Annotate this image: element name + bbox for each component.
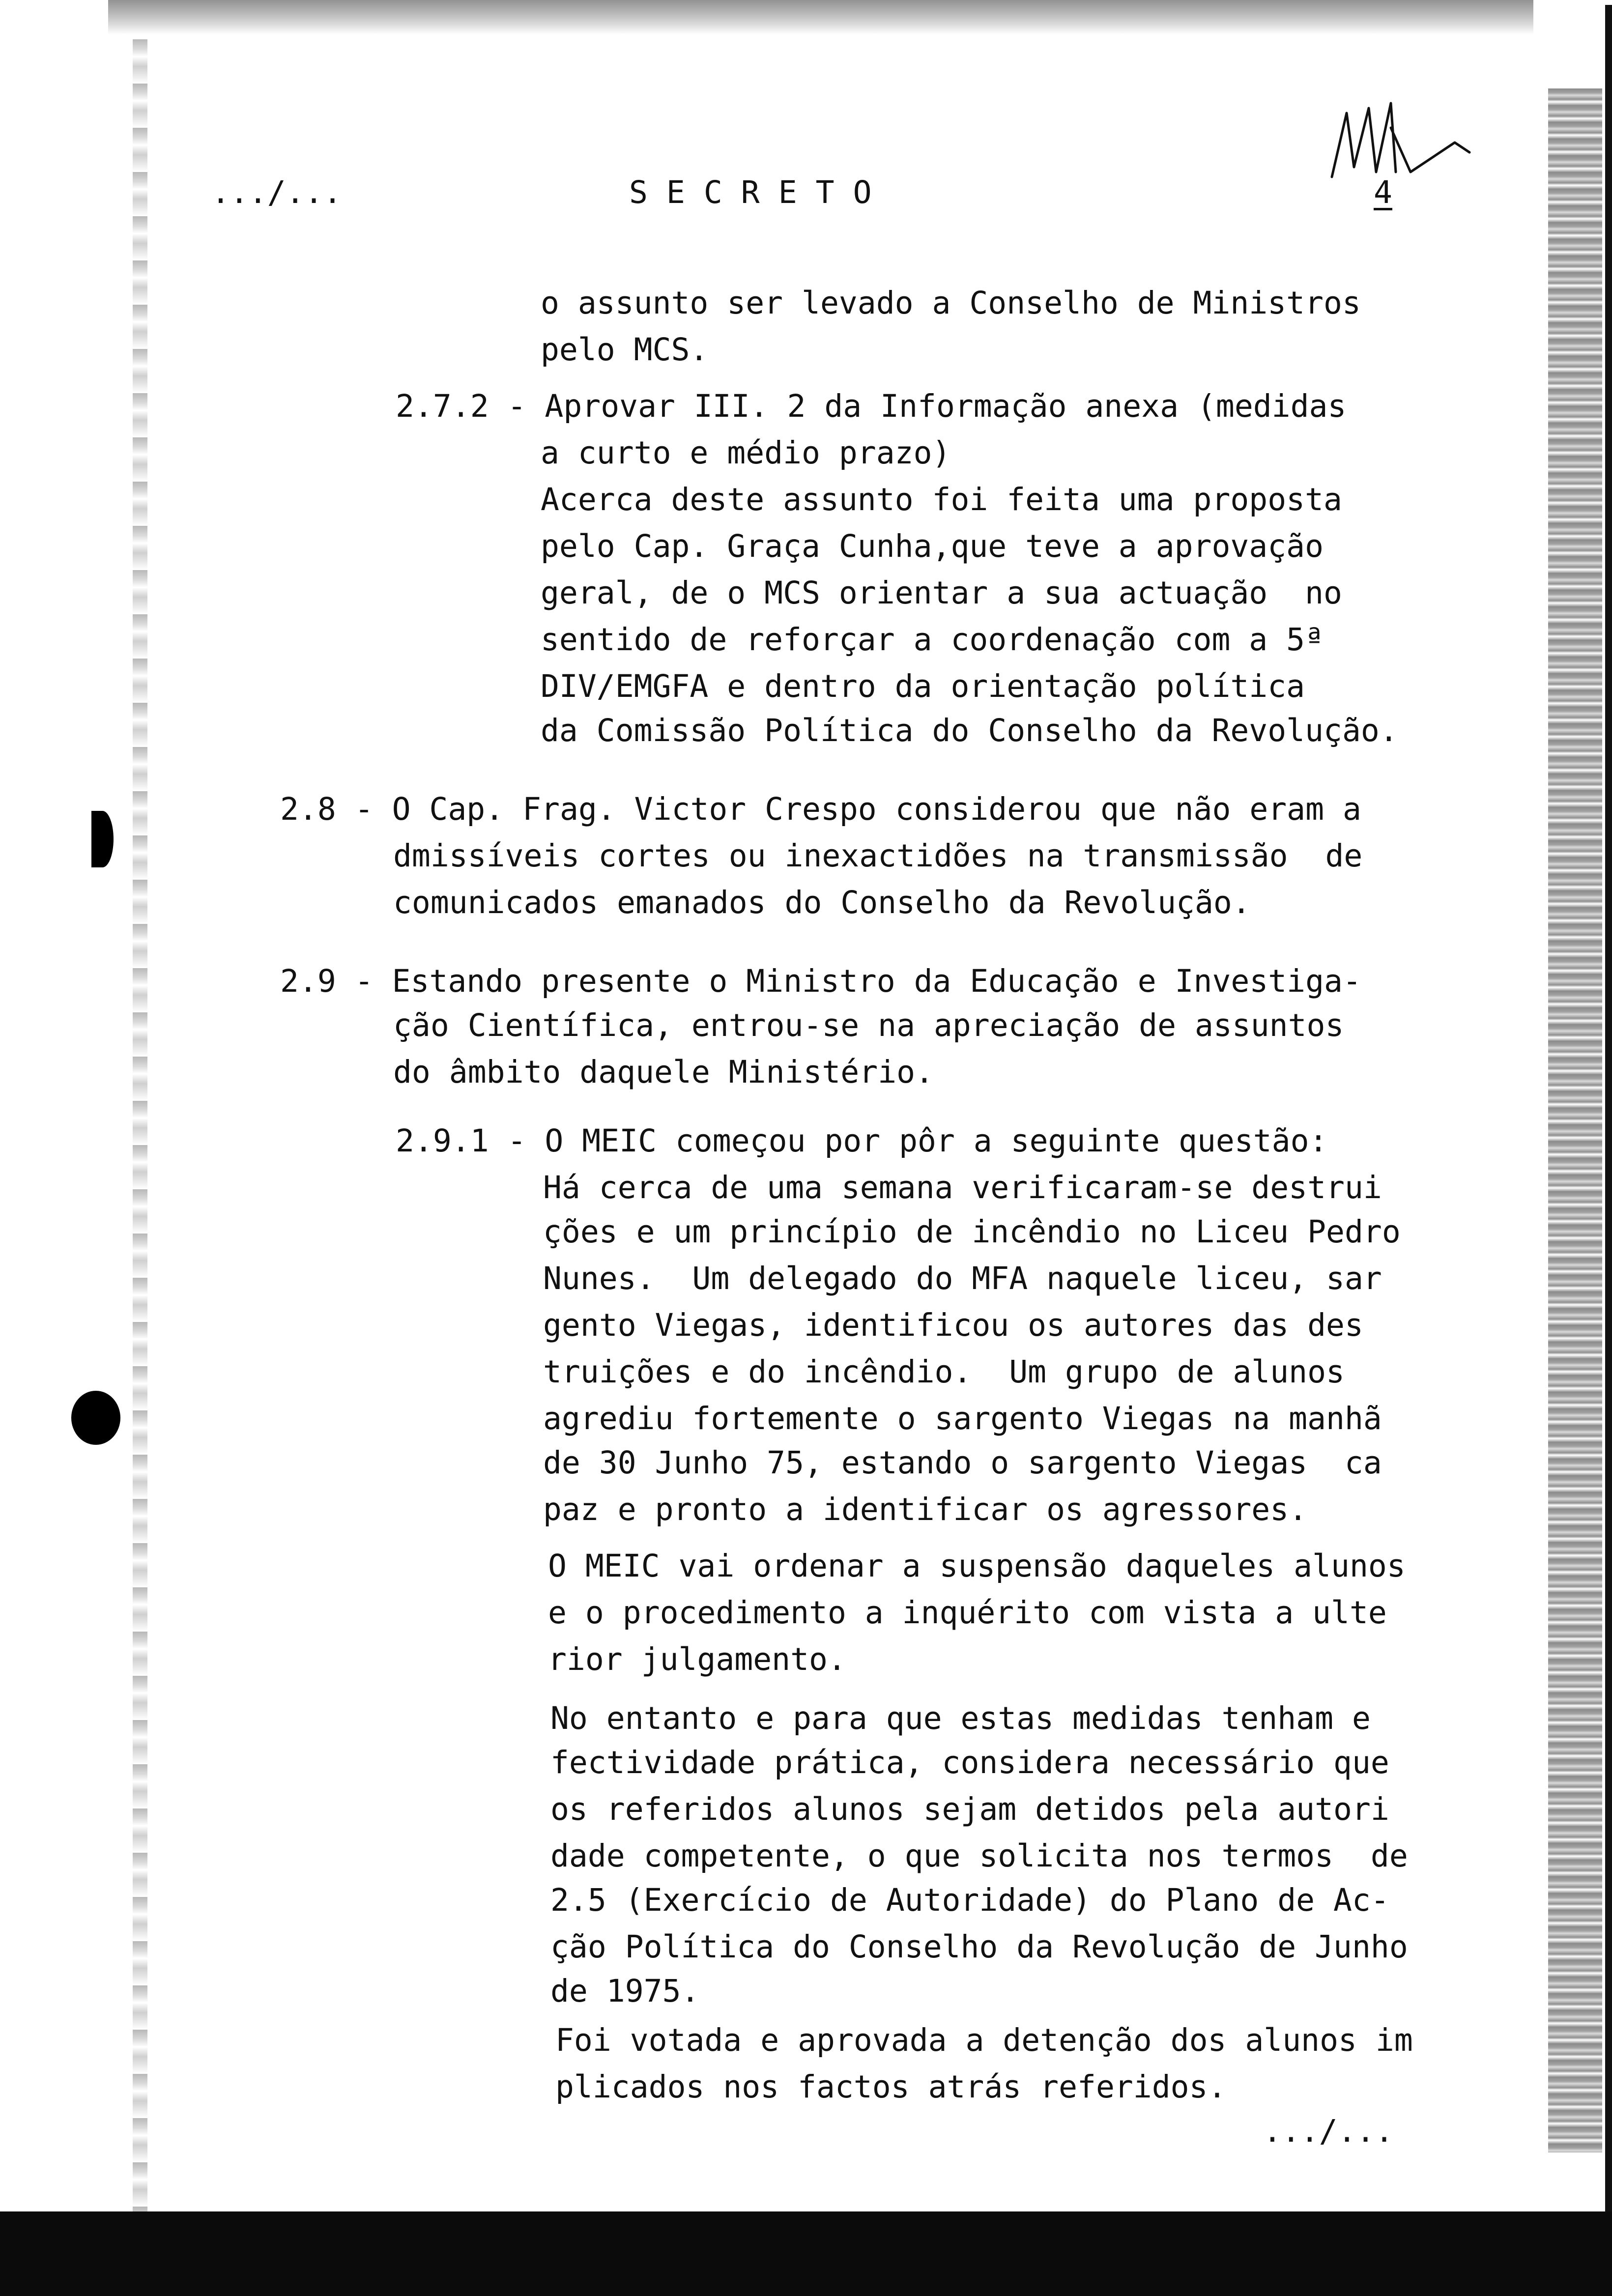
text-line: dade competente, o que solicita nos termos de [550, 1838, 1408, 1874]
scan-right-border [1605, 5, 1612, 2295]
text-line: truições e do incêndio. Um grupo de alunos [543, 1354, 1345, 1390]
text-line: Foi votada e aprovada a detenção dos alunos im [555, 2022, 1413, 2058]
text-line: 2.8 - O Cap. Frag. Victor Crespo considerou que não eram a [280, 791, 1361, 827]
text-line: ção Científica, entrou-se na apreciação de assuntos [393, 1007, 1344, 1043]
continuation-marker-bottom: .../... [1263, 2113, 1394, 2149]
scan-bottom-border [0, 2211, 1612, 2296]
continuation-marker-top: .../... [211, 174, 342, 210]
text-line: de 1975. [550, 1973, 700, 2009]
text-line: geral, de o MCS orientar a sua actuação no [541, 575, 1342, 611]
text-line: a curto e médio prazo) [541, 435, 951, 471]
text-line: dmissíveis cortes ou inexactidões na transmissão de [393, 838, 1363, 874]
text-line: fectividade prática, considera necessário que [550, 1745, 1389, 1780]
text-line: 2.7.2 - Aprovar III. 2 da Informação anexa (medidas [396, 388, 1347, 424]
page-number: 4 [1374, 174, 1392, 210]
text-line: 2.9.1 - O MEIC começou por pôr a seguinte questão: [396, 1123, 1328, 1159]
text-line: ções e um princípio de incêndio no Liceu Pedro [543, 1214, 1401, 1250]
text-line: No entanto e para que estas medidas tenham e [550, 1700, 1371, 1736]
text-line: ção Política do Conselho da Revolução de Junho [550, 1929, 1408, 1965]
text-line: rior julgamento. [548, 1641, 846, 1677]
text-line: 2.9 - Estando presente o Ministro da Educação e Investiga- [280, 963, 1361, 999]
text-line: agrediu fortemente o sargento Viegas na manhã [543, 1401, 1382, 1436]
text-line: Acerca deste assunto foi feita uma proposta [541, 482, 1342, 517]
text-line: gento Viegas, identificou os autores das des [543, 1307, 1363, 1343]
text-line: pelo Cap. Graça Cunha,que teve a aprovação [541, 528, 1324, 564]
punch-hole [71, 1391, 120, 1445]
text-line: pelo MCS. [541, 332, 709, 368]
text-line: comunicados emanados do Conselho da Revolução. [393, 885, 1251, 920]
scan-top-shadow [108, 0, 1533, 34]
classification-heading: SECRETO [629, 174, 891, 210]
text-line: sentido de reforçar a coordenação com a 5ª [541, 622, 1324, 658]
text-line: Há cerca de uma semana verificaram-se destrui [543, 1170, 1382, 1205]
text-line: paz e pronto a identificar os agressores. [543, 1492, 1308, 1527]
text-line: os referidos alunos sejam detidos pela autori [550, 1791, 1389, 1827]
text-line: Nunes. Um delegado do MFA naquele liceu, sar [543, 1261, 1382, 1296]
text-line: DIV/EMGFA e dentro da orientação política [541, 668, 1305, 704]
punch-hole-partial [91, 811, 114, 867]
text-line: do âmbito daquele Ministério. [393, 1054, 934, 1090]
text-line: 2.5 (Exercício de Autoridade) do Plano de Ac- [550, 1882, 1389, 1918]
text-line: e o procedimento a inquérito com vista a ulte [548, 1595, 1387, 1631]
text-line: o assunto ser levado a Conselho de Ministros [541, 285, 1361, 321]
text-line: plicados nos factos atrás referidos. [555, 2069, 1227, 2105]
handwritten-initials [1327, 98, 1474, 182]
text-line: de 30 Junho 75, estando o sargento Viegas ca [543, 1445, 1382, 1481]
text-line: O MEIC vai ordenar a suspensão daqueles alunos [548, 1548, 1406, 1584]
text-line: da Comissão Política do Conselho da Revolução. [541, 713, 1398, 748]
scan-right-edge [1548, 88, 1602, 2152]
scan-left-edge [133, 39, 147, 2251]
